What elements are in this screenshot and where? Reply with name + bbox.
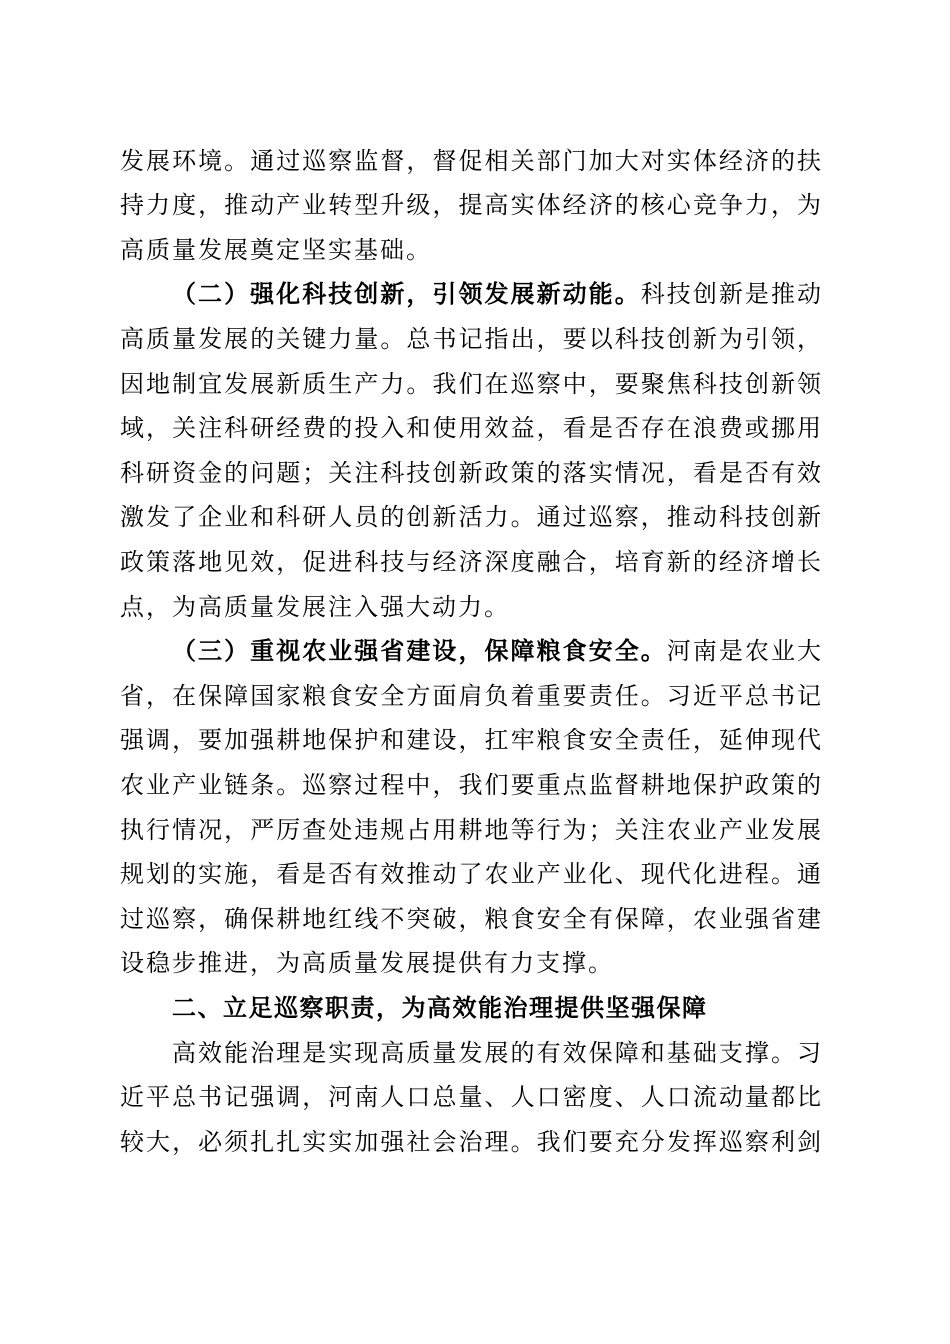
- text-line: 省，在保障国家粮食安全方面肩负着重要责任。习近平总书记: [120, 681, 822, 710]
- text-line: 执行情况，严厉查处违规占用耕地等行为；关注农业产业发展: [120, 815, 822, 844]
- text-line: 高效能治理是实现高质量发展的有效保障和基础支撑。习: [172, 1038, 822, 1067]
- text-line: 政策落地见效，促进科技与经济深度融合，培育新的经济增长: [120, 548, 822, 577]
- text-line: 高质量发展的关键力量。总书记指出，要以科技创新为引领，: [120, 325, 822, 354]
- text-line: [120, 272, 822, 317]
- document-body: [120, 139, 822, 1165]
- text-line: 持力度，推动产业转型升级，提高实体经济的核心竞争力，为: [120, 191, 822, 220]
- text-line: 发展环境。通过巡察监督，督促相关部门加大对实体经济的扶: [120, 146, 822, 175]
- text-line: 域，关注科研经费的投入和使用效益，看是否存在浪费或挪用: [120, 414, 822, 443]
- text-line: 规划的实施，看是否有效推动了农业产业化、现代化进程。通: [120, 860, 822, 889]
- paragraph-text: 河南是农业大: [666, 637, 822, 666]
- text-line: 点，为高质量发展注入强大动力。: [120, 592, 510, 621]
- text-line: 较大，必须扎扎实实加强社会治理。我们要充分发挥巡察利剑: [120, 1127, 822, 1156]
- paragraph-lead: （二）强化科技创新，引领发展新动能。: [172, 279, 641, 309]
- text-line: 过巡察，确保耕地红线不突破，粮食安全有保障，农业强省建: [120, 904, 822, 933]
- paragraph-2: [120, 272, 822, 629]
- text-line: 科研资金的问题；关注科技创新政策的落实情况，看是否有效: [120, 458, 822, 487]
- paragraph-3: [120, 629, 822, 986]
- section-heading: 二、立足巡察职责，为高效能治理提供坚强保障: [172, 993, 708, 1022]
- paragraph-4: [120, 1031, 822, 1165]
- text-line: 近平总书记强调，河南人口总量、人口密度、人口流动量都比: [120, 1083, 822, 1112]
- text-line: 农业产业链条。巡察过程中，我们要重点监督耕地保护政策的: [120, 771, 822, 799]
- text-line: 激发了企业和科研人员的创新活力。通过巡察，推动科技创新: [120, 503, 822, 532]
- text-line: 高质量发展奠定坚实基础。: [120, 235, 432, 264]
- text-line: 因地制宜发展新质生产力。我们在巡察中，要聚焦科技创新领: [120, 369, 822, 398]
- paragraph-text: 科技创新是推动: [640, 280, 822, 309]
- text-line: [120, 629, 822, 674]
- paragraph-1: [120, 139, 822, 273]
- text-line: 强调，要加强耕地保护和建设，扛牢粮食安全责任，延伸现代: [120, 726, 822, 755]
- text-line: 设稳步推进，为高质量发展提供有力支撑。: [120, 949, 614, 978]
- paragraph-lead: （三）重视农业强省建设，保障粮食安全。: [172, 636, 667, 666]
